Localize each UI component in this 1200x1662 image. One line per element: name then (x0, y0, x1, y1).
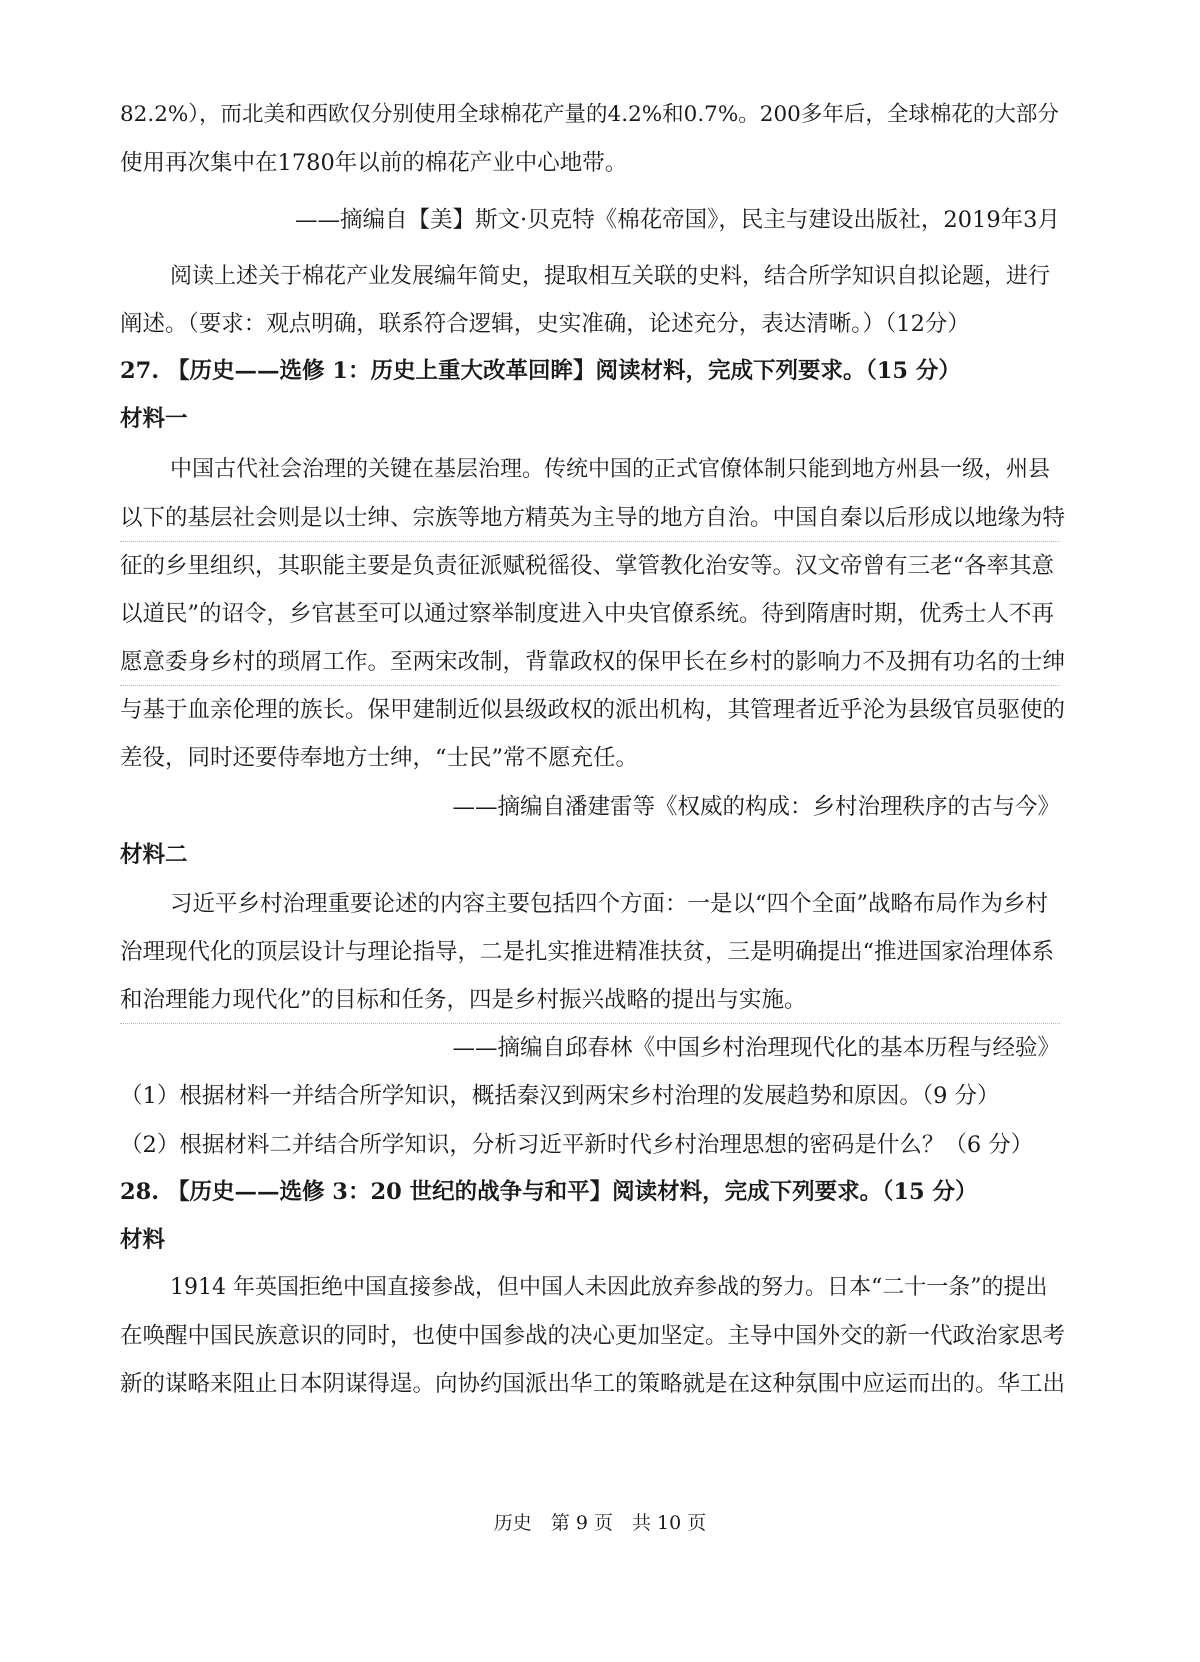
paragraph-line: 与基于血亲伦理的族长。保甲建制近似县级政权的派出机构，其管理者近乎沦为县级官员驱使的 (120, 697, 1066, 723)
question-heading: 28. 【历史——选修 3：20 世纪的战争与和平】阅读材料，完成下列要求。（15 分） (120, 1179, 978, 1205)
paragraph-line: 以下的基层社会则是以士绅、宗族等地方精英为主导的地方自治。中国自秦以后形成以地缘为特 (120, 505, 1066, 531)
material-label: 材料一 (120, 406, 188, 432)
source-citation: ——摘编自【美】斯文·贝克特《棉花帝国》，民主与建设出版社，2019年3月 (295, 207, 1060, 233)
paragraph-line: 习近平乡村治理重要论述的内容主要包括四个方面：一是以“四个全面”战略布局作为乡村 (170, 891, 1049, 917)
subquestion-2: （2）根据材料二并结合所学知识，分析习近平新时代乡村治理思想的密码是什么？（6 分） (120, 1132, 1034, 1158)
paragraph-line: 和治理能力现代化”的目标和任务，四是乡村振兴战略的提出与实施。 (120, 987, 807, 1013)
subquestion-1: （1）根据材料一并结合所学知识，概括秦汉到两宋乡村治理的发展趋势和原因。（9 分） (120, 1083, 1000, 1109)
question-heading: 27. 【历史——选修 1：历史上重大改革回眸】阅读材料，完成下列要求。（15 分） (120, 358, 961, 384)
divider (120, 685, 1060, 686)
material-label: 材料 (120, 1227, 166, 1253)
material-label: 材料二 (120, 842, 188, 868)
paragraph-line: 以道民”的诏令，乡官甚至可以通过察举制度进入中央官僚系统。待到隋唐时期，优秀士人不再 (120, 601, 1055, 627)
paragraph-line: 阅读上述关于棉花产业发展编年简史，提取相互关联的史料，结合所学知识自拟论题，进行 (170, 264, 1051, 289)
paragraph-line: 在唤醒中国民族意识的同时，也使中国参战的决心更加坚定。主导中国外交的新一代政治家思考 (120, 1323, 1066, 1349)
divider (120, 1023, 1060, 1024)
divider (120, 541, 1060, 542)
paragraph-line: 中国古代社会治理的关键在基层治理。传统中国的正式官僚体制只能到地方州县一级，州县 (170, 457, 1051, 482)
source-citation: ——摘编自潘建雷等《权威的构成：乡村治理秩序的古与今》 (452, 794, 1060, 820)
paragraph-line: 阐述。（要求：观点明确，联系符合逻辑，史实准确，论述充分，表达清晰。）（12分） (120, 311, 970, 337)
page-footer: 历史 第 9 页 共 10 页 (493, 1512, 707, 1534)
paragraph-line: 治理现代化的顶层设计与理论指导，二是扎实推进精准扶贫，三是明确提出“推进国家治理体系 (120, 939, 1055, 965)
paragraph-line: 新的谋略来阻止日本阴谋得逞。向协约国派出华工的策略就是在这种氛围中应运而出的。华工出 (120, 1371, 1066, 1397)
paragraph-line: 82.2%），而北美和西欧仅分别使用全球棉花产量的4.2%和0.7%。200多年后，全球棉花的大部分 (120, 102, 1059, 127)
paragraph-line: 愿意委身乡村的琐屑工作。至两宋改制，背靠政权的保甲长在乡村的影响力不及拥有功名的士绅 (120, 649, 1066, 675)
paragraph-line: 使用再次集中在1780年以前的棉花产业中心地带。 (120, 150, 628, 176)
paragraph-line: 征的乡里组织，其职能主要是负责征派赋税徭役、掌管教化治安等。汉文帝曾有三老“各率其意 (120, 553, 1055, 579)
source-citation: ——摘编自邱春林《中国乡村治理现代化的基本历程与经验》 (452, 1035, 1060, 1061)
paragraph-line: 差役，同时还要侍奉地方士绅，“士民”常不愿充任。 (120, 745, 639, 771)
paragraph-line: 1914 年英国拒绝中国直接参战，但中国人未因此放弃参战的努力。日本“二十一条”的提出 (170, 1275, 1048, 1300)
